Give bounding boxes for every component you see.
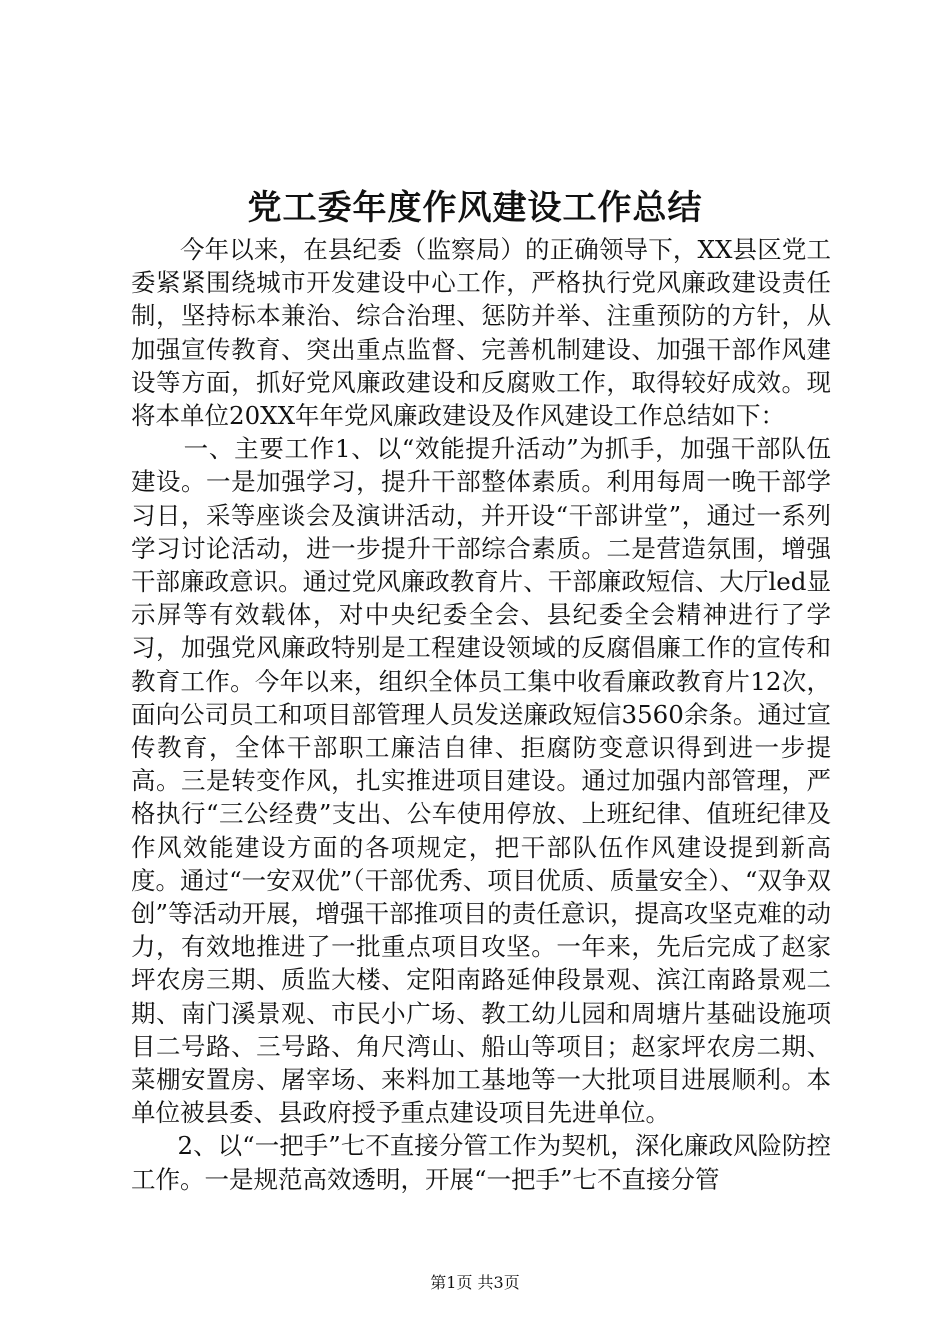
paragraph: 2、以“一把手”七不直接分管工作为契机，深化廉政风险防控工作。一是规范高效透明，开展“一把手”七不直接分管 (131, 1131, 831, 1194)
page-footer: 第1页 共3页 (430, 1273, 520, 1292)
document-title: 党工委年度作风建设工作总结 (247, 188, 703, 228)
paragraph: 一、主要工作1、以“效能提升活动”为抓手，加强干部队伍建设。一是加强学习，提升干部整体素质。利用每周一晚干部学习日，采等座谈会及演讲活动，并开设“干部讲堂”，通过一系列学习讨论活动，进一步提升干部综合素质。二是营造氛围，增强干部廉政意识。通过党风廉政教育片、干部廉政短信、大厅led显示屏等有效载体，对中央纪委全会、县纪委全会精神进行了学习，加强党风廉政特别是工程建设领域的反腐倡廉工作的宣传和教育工作。今年以来，组织全体员工集中收看廉政教育片12次，面向公司员工和项目部管理人员发送廉政短信3560余条。通过宣传教育，全体干部职工廉洁自律、拒腐防变意识得到进一步提高。三是转变作风，扎实推进项目建设。通过加强内部管理，严格执行“三公经费”支出、公车使用停放、上班纪律、值班纪律及作风效能建设方面的各项规定，把干部队伍作风建设提到新高度。通过“一安双优”（干部优秀、项目优质、质量安全）、“双争双创”等活动开展，增强干部推项目的责任意识，提高攻坚克难的动力，有效地推进了一批重点项目攻坚。一年来，先后完成了赵家坪农房三期、质监大楼、定阳南路延伸段景观、滨江南路景观二期、南门溪景观、市民小广场、教工幼儿园和周塘片基础设施项目二号路、三号路、角尺湾山、船山等项目；赵家坪农房二期、菜棚安置房、屠宰场、来料加工基地等一大批项目进展顺利。本单位被县委、县政府授予重点建设项目先进单位。 (131, 434, 831, 1128)
document-body (131, 233, 831, 1196)
paragraph: 今年以来，在县纪委（监察局）的正确领导下，XX县区党工委紧紧围绕城市开发建设中心工作，严格执行党风廉政建设责任制，坚持标本兼治、综合治理、惩防并举、注重预防的方针，从加强宣传教育、突出重点监督、完善机制建设、加强干部作风建设等方面，抓好党风廉政建设和反腐败工作，取得较好成效。现将本单位20XX年年党风廉政建设及作风建设工作总结如下： (131, 235, 831, 431)
